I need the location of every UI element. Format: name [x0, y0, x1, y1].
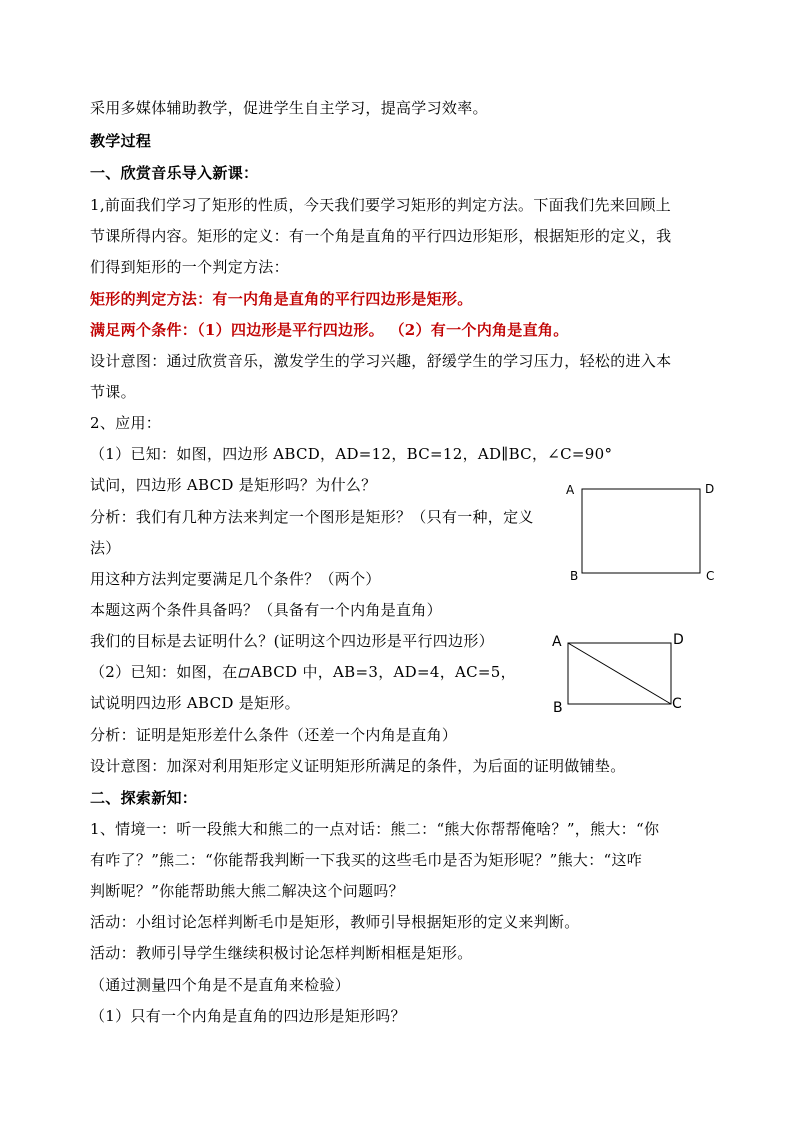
diagonal-ac — [568, 643, 671, 704]
activity-line: 活动：教师引导学生继续积极讨论怎样判断相框是矩形。 — [90, 944, 473, 962]
analysis-line: 分析：证明是矩形差什么条件（还差一个内角是直角） — [90, 726, 458, 744]
intro-line: 采用多媒体辅助教学，促进学生自主学习，提高学习效率。 — [90, 99, 488, 117]
vertex-label-a: A — [552, 634, 562, 650]
paragraph-line: 节课所得内容。矩形的定义：有一个角是直角的平行四边形矩形，根据矩形的定义，我 — [90, 227, 672, 245]
vertex-label-b: B — [570, 569, 579, 583]
scenario-line: 有咋了？”熊二：“你能帮我判断一下我买的这些毛巾是否为矩形呢？”熊大：“这咋 — [90, 851, 643, 869]
analysis-line: 法） — [90, 539, 121, 557]
rectangle-figure-2 — [548, 628, 698, 720]
design-intent-line: 设计意图：加深对利用矩形定义证明矩形所满足的条件，为后面的证明做铺垫。 — [90, 757, 626, 775]
analysis-line: 用这种方法判定要满足几个条件？（两个） — [90, 570, 381, 588]
scenario-line: 1、情境一：听一段熊大和熊二的一点对话：熊二：“熊大你帮帮俺啥？”，熊大：“你 — [90, 820, 660, 838]
application-heading: 2、应用： — [90, 414, 162, 432]
problem-2-given — [90, 662, 516, 682]
section-heading-explore: 二、探索新知： — [90, 789, 198, 807]
paragraph-line: 们得到矩形的一个判定方法： — [90, 258, 289, 276]
vertex-label-b: B — [553, 700, 563, 716]
problem-2-given-suffix: ABCD 中，AB=3，AD=4，AC=5， — [250, 663, 516, 681]
scenario-line: 判断呢？”你能帮助熊大熊二解决这个问题吗？ — [90, 882, 404, 900]
section-heading-music-intro: 一、欣赏音乐导入新课： — [90, 164, 259, 182]
problem-1-given: （1）已知：如图，四边形 ABCD，AD=12，BC=12，AD∥BC，∠C=90° — [90, 445, 613, 463]
analysis-line: 分析：我们有几种方法来判定一个图形是矩形？（只有一种，定义 — [90, 508, 534, 526]
problem-2-given-prefix: （2）已知：如图，在 — [90, 663, 238, 681]
rectangle-criterion-highlight: 矩形的判定方法：有一内角是直角的平行四边形是矩形。 — [90, 290, 473, 308]
analysis-line: 我们的目标是去证明什么？(证明这个四边形是平行四边形） — [90, 632, 494, 650]
vertex-label-d: D — [673, 632, 684, 648]
paragraph-line: 1,前面我们学习了矩形的性质，今天我们要学习矩形的判定方法。下面我们先来回顾上 — [90, 196, 672, 214]
problem-2-question: 试说明四边形 ABCD 是矩形。 — [90, 694, 300, 712]
activity-line: 活动：小组讨论怎样判断毛巾是矩形，教师引导根据矩形的定义来判断。 — [90, 913, 580, 931]
activity-note: （通过测量四个角是不是直角来检验） — [90, 976, 351, 994]
vertex-label-d: D — [705, 482, 715, 496]
question-line: （1）只有一个内角是直角的四边形是矩形吗？ — [90, 1007, 406, 1025]
parallelogram-icon — [238, 668, 250, 677]
design-intent-line: 设计意图：通过欣赏音乐，激发学生的学习兴趣，舒缓学生的学习压力，轻松的进入本 — [90, 352, 672, 370]
design-intent-line: 节课。 — [90, 383, 136, 401]
analysis-line: 本题这两个条件具备吗？（具备有一个内角是直角） — [90, 601, 442, 619]
two-conditions-highlight: 满足两个条件：（1）四边形是平行四边形。 （2）有一个内角是直角。 — [90, 321, 569, 339]
section-heading-teaching-process: 教学过程 — [90, 132, 152, 150]
rectangle-outline — [582, 489, 700, 573]
vertex-label-c: C — [706, 569, 715, 583]
rectangle-figure-1 — [560, 478, 725, 588]
vertex-label-c: C — [672, 696, 682, 712]
vertex-label-a: A — [566, 483, 575, 497]
problem-1-question: 试问，四边形 ABCD 是矩形吗？为什么？ — [90, 476, 377, 494]
